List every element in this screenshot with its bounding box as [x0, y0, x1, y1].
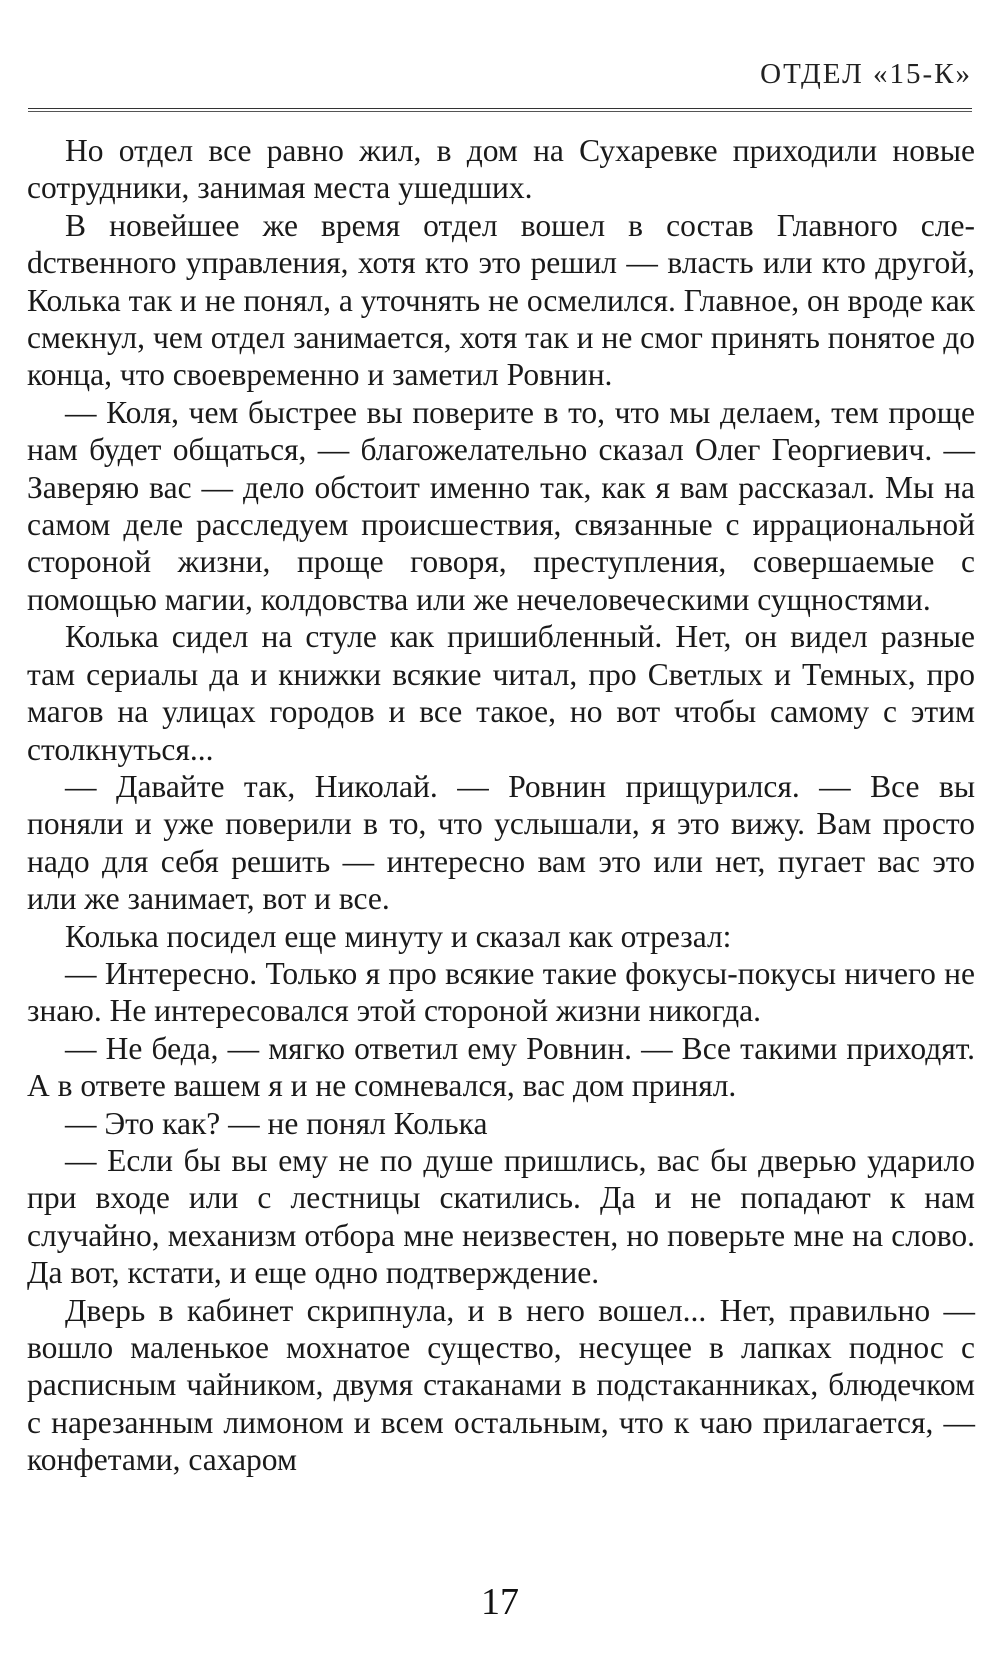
page-text — [27, 132, 975, 1479]
paragraph: Но отдел все равно жил, в дом на Сухаревке приходили новые сотрудники, занимая места ушедших. — [27, 133, 975, 206]
paragraph: — Не беда, — мягко ответил ему Ровнин. — Все такими приходят. А в ответе вашем я и не сомневался, вас дом принял. — [27, 1030, 975, 1104]
paragraph: — Это как? — не понял Колька — [65, 1105, 488, 1141]
paragraph: В новейшее же время отдел вошел в состав Главного слеdственного управления, хотя кто это решил — власть или кто другой, Колька так и не понял, а уточнять не осмелился. Главное, он вроде как смекнул, чем отдел занимается, хотя так и не смог принять понятое до конца, что своевременно и заметил Ровнин. — [27, 207, 975, 393]
header-rule — [28, 108, 972, 112]
page-number: 17 — [481, 1581, 519, 1623]
paragraph: — Коля, чем быстрее вы поверите в то, что мы делаем, тем проще нам будет общаться, — благожелательно сказал Олег Георгиевич. — Заверяю вас — дело обстоит именно так, как я вам рассказал. Мы на самом деле расследуем происшествия, связанные с иррациональной стороной жизни, проще говоря, преступления, совершаемые с помощью магии, колдовства или же нечеловеческими сущностями. — [27, 394, 975, 617]
paragraph: — Если бы вы ему не по душе пришлись, вас бы дверью ударило при входе или с лестницы скатились. Да и не попадают к нам случайно, механизм отбора мне неизвестен, но поверьте мне на слово. Да вот, кстати, и еще одно подтверждение. — [27, 1142, 975, 1291]
paragraph: — Интересно. Только я про всякие такие фокусы-покусы ничего не знаю. Не интересовался этой стороной жизни никогда. — [27, 955, 975, 1029]
paragraph: — Давайте так, Николай. — Ровнин прищурился. — Все вы поняли и уже поверили в то, что услышали, я это вижу. Вам просто надо для себя решить — интересно вам это или нет, пугает вас это или же занимает, вот и все. — [27, 768, 975, 917]
paragraph: Дверь в кабинет скрипнула, и в него вошел... Нет, правильно — вошло маленькое мохнатое существо, несущее в лапках поднос с расписным чайником, двумя стаканами в подстаканниках, блюдечком с нарезанным лимоном и всем остальным, что к чаю прилагается, — конфетами, сахаром — [27, 1292, 975, 1478]
paragraph: Колька сидел на стуле как пришибленный. Нет, он видел разные там сериалы да и книжки всякие читал, про Светлых и Темных, про магов на улицах городов и все такое, но вот чтобы самому с этим столкнуться... — [27, 619, 975, 767]
running-head-title: ОТДЕЛ «15-К» — [760, 58, 972, 90]
paragraph: Колька посидел еще минуту и сказал как отрезал: — [65, 918, 732, 954]
